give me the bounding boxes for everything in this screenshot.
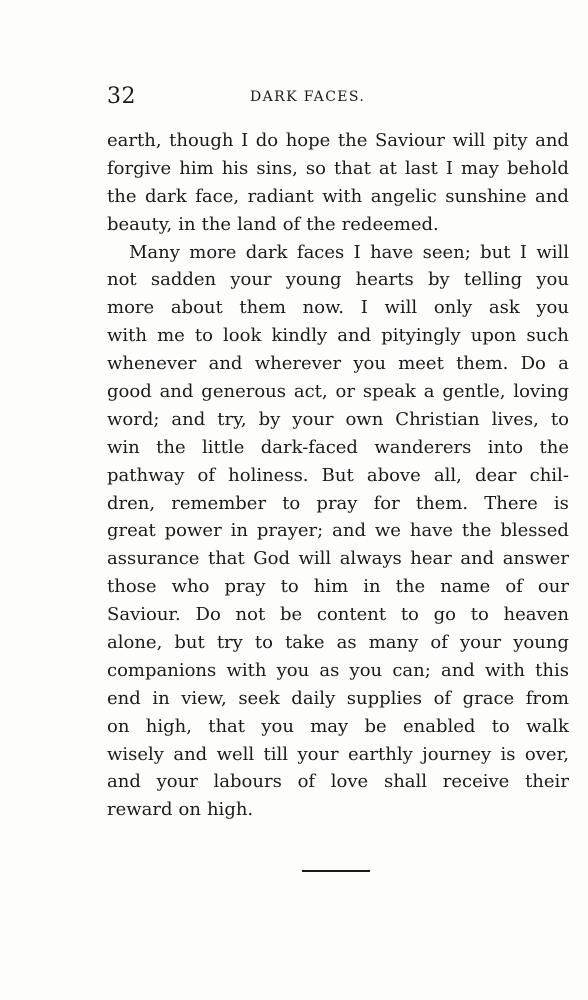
text-line: beauty, in the land of the redeemed. xyxy=(107,213,439,235)
text-line: alone, but try to take as many of your young xyxy=(107,632,569,654)
end-rule xyxy=(302,870,370,872)
page-number: 32 xyxy=(107,84,136,109)
body-text xyxy=(107,127,569,824)
text-line: Saviour. Do not be content to go to heaven xyxy=(107,604,569,626)
text-line: great power in prayer; and we have the blessed xyxy=(107,520,569,542)
text-line: with me to look kindly and pityingly upon such xyxy=(107,325,569,347)
text-line: the dark face, radiant with angelic sunshine and xyxy=(107,185,569,207)
paragraph xyxy=(107,127,569,239)
text-line: end in view, seek daily supplies of grace from xyxy=(107,687,569,709)
text-line: on high, that you may be enabled to walk xyxy=(107,715,569,737)
text-line: more about them now. I will only ask you xyxy=(107,297,569,319)
text-line: not sadden your young hearts by telling you xyxy=(107,269,569,291)
text-line: dren, remember to pray for them. There is xyxy=(107,492,569,514)
text-line: forgive him his sins, so that at last I may behold xyxy=(107,157,569,179)
text-line: good and generous act, or speak a gentle, loving xyxy=(107,381,569,403)
text-line: win the little dark-faced wanderers into the xyxy=(107,436,569,458)
running-title: DARK FACES. xyxy=(250,89,366,105)
text-line: reward on high. xyxy=(107,799,254,821)
paragraph xyxy=(107,239,569,825)
text-line: and your labours of love shall receive their xyxy=(107,771,569,793)
text-line: whenever and wherever you meet them. Do a xyxy=(107,353,569,375)
text-line: word; and try, by your own Christian lives, to xyxy=(107,408,569,430)
text-line: Many more dark faces I have seen; but I will xyxy=(129,241,569,263)
text-line: wisely and well till your earthly journey is over, xyxy=(107,743,569,765)
text-line: earth, though I do hope the Saviour will pity and xyxy=(107,130,569,151)
text-line: those who pray to him in the name of our xyxy=(107,576,569,598)
text-line: assurance that God will always hear and answer xyxy=(107,548,569,570)
text-line: companions with you as you can; and with this xyxy=(107,659,569,681)
text-line: pathway of holiness. But above all, dear chil- xyxy=(107,464,569,486)
